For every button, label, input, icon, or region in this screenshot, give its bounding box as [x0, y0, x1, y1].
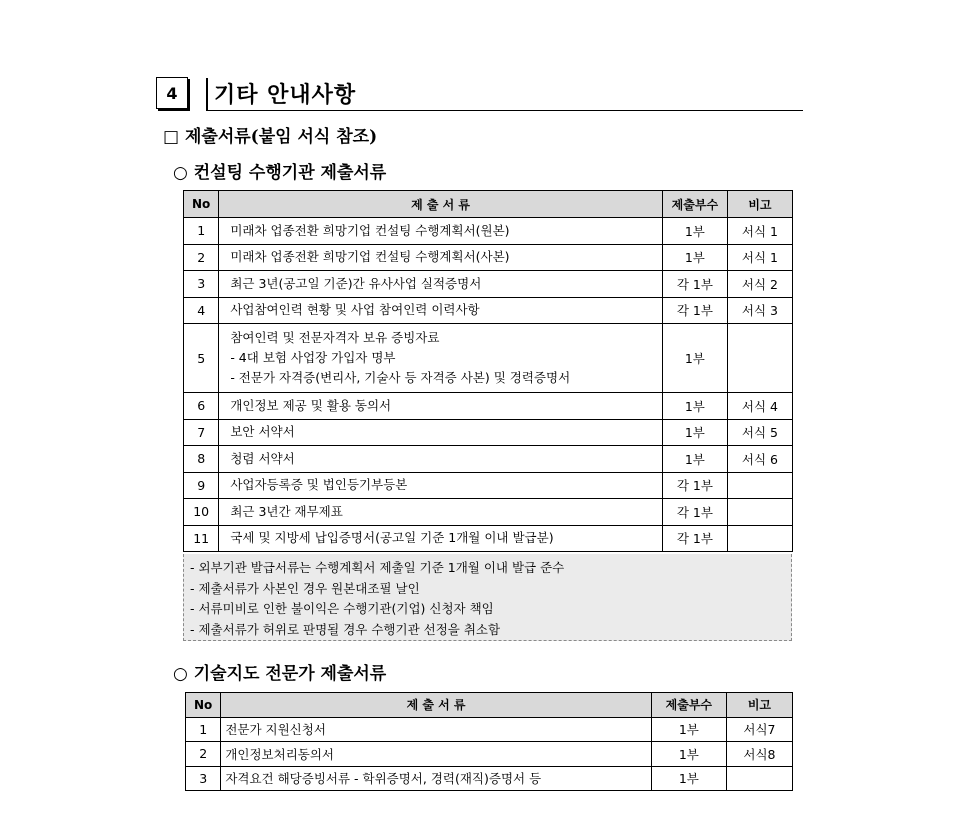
note-line: - 외부기관 발급서류는 수행계획서 제출일 기준 1개월 이내 발급 준수 [190, 560, 565, 575]
row-note: 서식 1 [727, 244, 792, 271]
row-number: 8 [184, 446, 219, 473]
row-document [219, 525, 663, 552]
row-document [219, 446, 663, 473]
row-copies: 1부 [651, 766, 726, 791]
row-note: 서식7 [726, 717, 792, 742]
notes-box [183, 554, 792, 641]
document-line: 청렴 서약서 [230, 450, 295, 466]
row-document [219, 393, 663, 420]
row-note: 서식 5 [727, 419, 792, 446]
row-document [219, 499, 663, 526]
row-note [727, 525, 792, 552]
document-line: 미래차 업종전환 희망기업 컨설팅 수행계획서(사본) [230, 249, 510, 265]
row-number: 11 [184, 525, 219, 552]
row-number: 2 [186, 742, 221, 767]
expert-documents-table [185, 692, 793, 791]
table-row [186, 766, 793, 791]
consulting-documents-table [183, 190, 793, 552]
table-row [184, 324, 793, 393]
row-copies: 1부 [651, 742, 726, 767]
table-row [184, 472, 793, 499]
row-document [219, 271, 663, 298]
table-row [186, 717, 793, 742]
row-document [219, 472, 663, 499]
section-number-box [156, 77, 188, 109]
row-document: 전문가 지원신청서 [221, 717, 651, 742]
header-note: 비고 [727, 191, 792, 218]
note-line: - 제출서류가 허위로 판명될 경우 수행기관 선정을 취소함 [190, 621, 501, 637]
header-note: 비고 [726, 693, 792, 718]
row-copies: 1부 [662, 324, 727, 393]
row-note: 서식 6 [727, 446, 792, 473]
row-note [727, 472, 792, 499]
note-line: - 제출서류가 사본인 경우 원본대조필 날인 [190, 580, 420, 596]
row-number: 4 [184, 297, 219, 324]
row-note [726, 766, 792, 791]
table-row [184, 393, 793, 420]
document-line: 사업자등록증 및 법인등기부등본 [230, 477, 408, 493]
expert-heading: ○ 기술지도 전문가 제출서류 [173, 664, 387, 684]
row-document: 자격요건 해당증빙서류 - 학위증명서, 경력(재직)증명서 등 [221, 766, 651, 791]
section-title: 기타 안내사항 [214, 83, 357, 108]
note-line: - 서류미비로 인한 불이익은 수행기관(기업) 신청자 책임 [190, 601, 494, 616]
table-row [184, 499, 793, 526]
row-number: 5 [184, 324, 219, 393]
document-line: 국세 및 지방세 납입증명서(공고일 기준 1개월 이내 발급분) [230, 530, 554, 546]
table-row [184, 446, 793, 473]
row-copies: 1부 [662, 244, 727, 271]
table-row [184, 419, 793, 446]
row-number: 3 [184, 271, 219, 298]
document-line: 사업참여인력 현황 및 사업 참여인력 이력사항 [230, 302, 480, 318]
row-copies: 1부 [662, 393, 727, 420]
table-row [184, 218, 793, 245]
header-copies: 제출부수 [651, 693, 726, 718]
row-copies: 각 1부 [662, 297, 727, 324]
row-document [219, 419, 663, 446]
row-note [727, 324, 792, 393]
row-copies: 1부 [662, 218, 727, 245]
row-note: 서식 4 [727, 393, 792, 420]
row-number: 9 [184, 472, 219, 499]
table-row [186, 742, 793, 767]
row-number: 1 [186, 717, 221, 742]
table-row [184, 271, 793, 298]
document-line: - 4대 보험 사업장 가입자 명부 [230, 350, 396, 365]
document-line: - 전문가 자격증(변리사, 기술사 등 자격증 사본) 및 경력증명서 [230, 370, 571, 385]
document-line: 최근 3년간 재무제표 [230, 503, 343, 519]
row-number: 7 [184, 419, 219, 446]
section-divider-bar [206, 78, 208, 111]
section-underline [206, 110, 803, 111]
header-document: 제 출 서 류 [219, 191, 663, 218]
row-document [219, 324, 663, 393]
header-no: No [184, 191, 219, 218]
row-number: 3 [186, 766, 221, 791]
header-no: No [186, 693, 221, 718]
header-document: 제 출 서 류 [221, 693, 651, 718]
row-note: 서식 2 [727, 271, 792, 298]
row-number: 6 [184, 393, 219, 420]
row-number: 2 [184, 244, 219, 271]
document-line: 미래차 업종전환 희망기업 컨설팅 수행계획서(원본) [230, 222, 510, 238]
row-copies: 1부 [662, 446, 727, 473]
row-copies: 각 1부 [662, 525, 727, 552]
row-document [219, 244, 663, 271]
row-note: 서식 3 [727, 297, 792, 324]
table-header-row [184, 191, 793, 218]
table-row [184, 525, 793, 552]
row-document: 개인정보처리동의서 [221, 742, 651, 767]
row-copies: 1부 [651, 717, 726, 742]
row-copies: 1부 [662, 419, 727, 446]
row-document [219, 297, 663, 324]
row-note [727, 499, 792, 526]
row-copies: 각 1부 [662, 271, 727, 298]
table-row [184, 244, 793, 271]
document-line: 보안 서약서 [230, 424, 295, 440]
row-number: 1 [184, 218, 219, 245]
row-document [219, 218, 663, 245]
row-copies: 각 1부 [662, 472, 727, 499]
consulting-heading: ○ 컨설팅 수행기관 제출서류 [173, 163, 387, 183]
table-header-row [186, 693, 793, 718]
submission-heading: □ 제출서류(붙임 서식 참조) [163, 127, 378, 147]
row-note: 서식 1 [727, 218, 792, 245]
table-row [184, 297, 793, 324]
document-line: 최근 3년(공고일 기준)간 유사사업 실적증명서 [230, 275, 482, 291]
document-line: 개인정보 제공 및 활용 동의서 [230, 397, 392, 413]
row-copies: 각 1부 [662, 499, 727, 526]
header-copies: 제출부수 [662, 191, 727, 218]
section-number: 4 [166, 83, 178, 103]
row-note: 서식8 [726, 742, 792, 767]
row-number: 10 [184, 499, 219, 526]
document-line: 참여인력 및 전문자격자 보유 증빙자료 [230, 330, 440, 345]
